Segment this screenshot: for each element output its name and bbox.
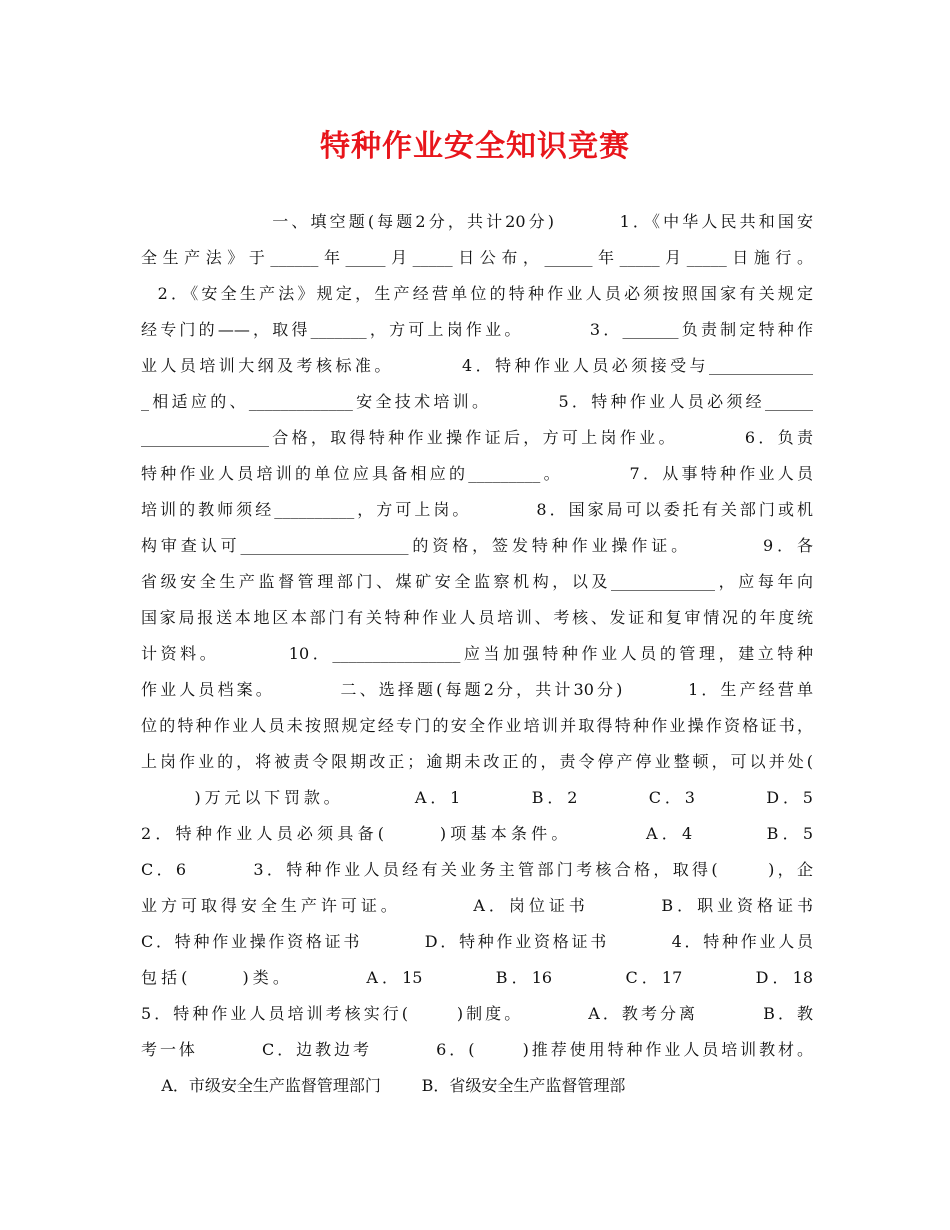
text-line: 业方可取得安全生产许可证。 A．岗位证书 B．职业资格证书 — [141, 896, 813, 915]
text-line: _相适应的、_____________安全技术培训。 5．特种作业人员必须经______ — [141, 392, 813, 411]
text-line: 省级安全生产监督管理部门、煤矿安全监察机构，以及_____________，应每年向 — [141, 572, 813, 591]
text-line: )万元以下罚款。 A．1 B．2 C．3 D．5 — [141, 788, 813, 807]
text-line: A．市级安全生产监督管理部门 B．省级安全生产监督管理部 — [141, 1076, 626, 1095]
text-line: 作业人员档案。 二、选择题(每题2分，共计30分) 1．生产经营单 — [141, 680, 813, 699]
text-line: 2．《安全生产法》规定，生产经营单位的特种作业人员必须按照国家有关规定 — [141, 284, 813, 303]
text-line: 5．特种作业人员培训考核实行( )制度。 A．教考分离 B．教 — [141, 1004, 813, 1023]
text-line: 业人员培训大纲及考核标准。 4．特种作业人员必须接受与_____________ — [141, 356, 813, 375]
text-line: 特种作业人员培训的单位应具备相应的_________。 7．从事特种作业人员 — [141, 464, 813, 483]
text-line: 计资料。 10．________________应当加强特种作业人员的管理，建立特种 — [141, 644, 813, 663]
text-line: 考一体 C．边教边考 6．( )推荐使用特种作业人员培训教材。 — [141, 1040, 813, 1059]
text-line: 一、填空题(每题2分，共计20分) 1．《中华人民共和国安 — [141, 212, 813, 231]
text-line: 位的特种作业人员未按照规定经专门的安全作业培训并取得特种作业操作资格证书， — [141, 716, 813, 735]
text-line: C．特种作业操作资格证书 D．特种作业资格证书 4．特种作业人员 — [141, 932, 813, 951]
text-line: 培训的教师须经__________，方可上岗。 8．国家局可以委托有关部门或机 — [141, 500, 813, 519]
text-line: ________________合格，取得特种作业操作证后，方可上岗作业。 6．负责 — [141, 428, 813, 447]
document-title: 特种作业安全知识竞赛 — [320, 129, 630, 164]
document-body — [141, 204, 813, 1104]
text-line: C．6 3．特种作业人员经有关业务主管部门考核合格，取得( )，企 — [141, 860, 813, 879]
text-line: 上岗作业的，将被责令限期改正；逾期未改正的，责令停产停业整顿，可以并处( — [141, 752, 813, 771]
text-line: 构审查认可_____________________的资格，签发特种作业操作证。 9．各 — [141, 536, 813, 555]
text-line: 2．特种作业人员必须具备( )项基本条件。 A．4 B．5 — [141, 824, 813, 843]
text-line: 全生产法》于______年_____月_____日公布，______年_____月_____日施行。 — [141, 248, 813, 267]
text-line: 包括( )类。 A．15 B．16 C．17 D．18 — [141, 968, 813, 987]
text-line: 经专门的——，取得_______，方可上岗作业。 3．_______负责制定特种作 — [141, 320, 813, 339]
text-line: 国家局报送本地区本部门有关特种作业人员培训、考核、发证和复审情况的年度统 — [141, 608, 813, 627]
